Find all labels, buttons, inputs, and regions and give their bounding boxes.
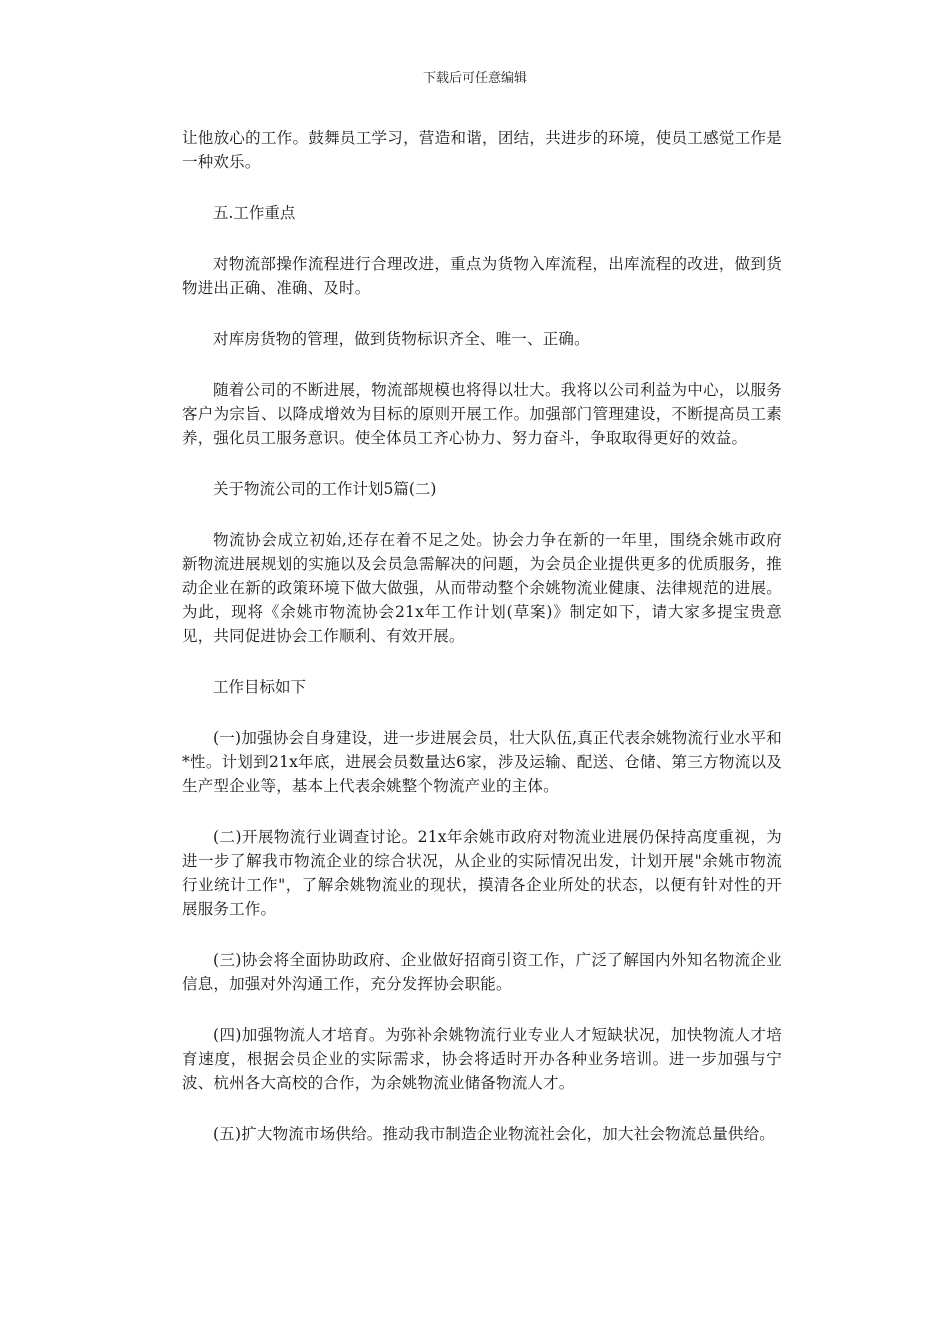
section-heading: 工作目标如下	[213, 678, 307, 696]
paragraph: (四)加强物流人才培育。为弥补余姚物流行业专业人才短缺状况，加快物流人才培育速度，根据会员企业的实际需求，协会将适时开办各种业务培训。进一步加强与宁波、杭州各大高校的合作，为余姚物流业储备物流人才。	[182, 1026, 782, 1092]
paragraph: (一)加强协会自身建设，进一步进展会员，壮大队伍,真正代表余姚物流行业水平和*性。计划到21x年底，进展会员数量达6家，涉及运输、配送、仓储、第三方物流以及生产型企业等，基本上代表余姚整个物流产业的主体。	[182, 729, 782, 795]
paragraph: (三)协会将全面协助政府、企业做好招商引资工作，广泛了解国内外知名物流企业信息，加强对外沟通工作，充分发挥协会职能。	[182, 951, 782, 993]
section-heading: 关于物流公司的工作计划5篇(二)	[213, 480, 437, 498]
document-body	[182, 126, 782, 1173]
page-header: 下载后可任意编辑	[422, 71, 527, 86]
paragraph: 随着公司的不断进展，物流部规模也将得以壮大。我将以公司利益为中心，以服务客户为宗旨、以降成增效为目标的原则开展工作。加强部门管理建设，不断提高员工素养，强化员工服务意识。使全体员工齐心协力、努力奋斗，争取取得更好的效益。	[182, 381, 782, 447]
paragraph: (五)扩大物流市场供给。推动我市制造企业物流社会化，加大社会物流总量供给。	[213, 1125, 775, 1143]
paragraph: (二)开展物流行业调查讨论。21x年余姚市政府对物流业进展仍保持高度重视，为进一步了解我市物流企业的综合状况，从企业的实际情况出发，计划开展"余姚市物流行业统计工作"，了解余姚物流业的现状，摸清各企业所处的状态，以便有针对性的开展服务工作。	[182, 828, 782, 918]
paragraph: 对物流部操作流程进行合理改进，重点为货物入库流程，出库流程的改进，做到货物进出正确、准确、及时。	[182, 255, 782, 297]
paragraph: 让他放心的工作。鼓舞员工学习，营造和谐，团结，共进步的环境，使员工感觉工作是一种欢乐。	[182, 129, 782, 171]
section-heading: 五.工作重点	[213, 204, 296, 222]
paragraph: 对库房货物的管理，做到货物标识齐全、唯一、正确。	[213, 330, 590, 348]
paragraph: 物流协会成立初始,还存在着不足之处。协会力争在新的一年里，围绕余姚市政府新物流进展规划的实施以及会员急需解决的问题，为会员企业提供更多的优质服务，推动企业在新的政策环境下做大做强，从而带动整个余姚物流业健康、法律规范的进展。为此，现将《余姚市物流协会21x年工作计划(草案)》制定如下，请大家多提宝贵意见，共同促进协会工作顺利、有效开展。	[182, 531, 782, 645]
